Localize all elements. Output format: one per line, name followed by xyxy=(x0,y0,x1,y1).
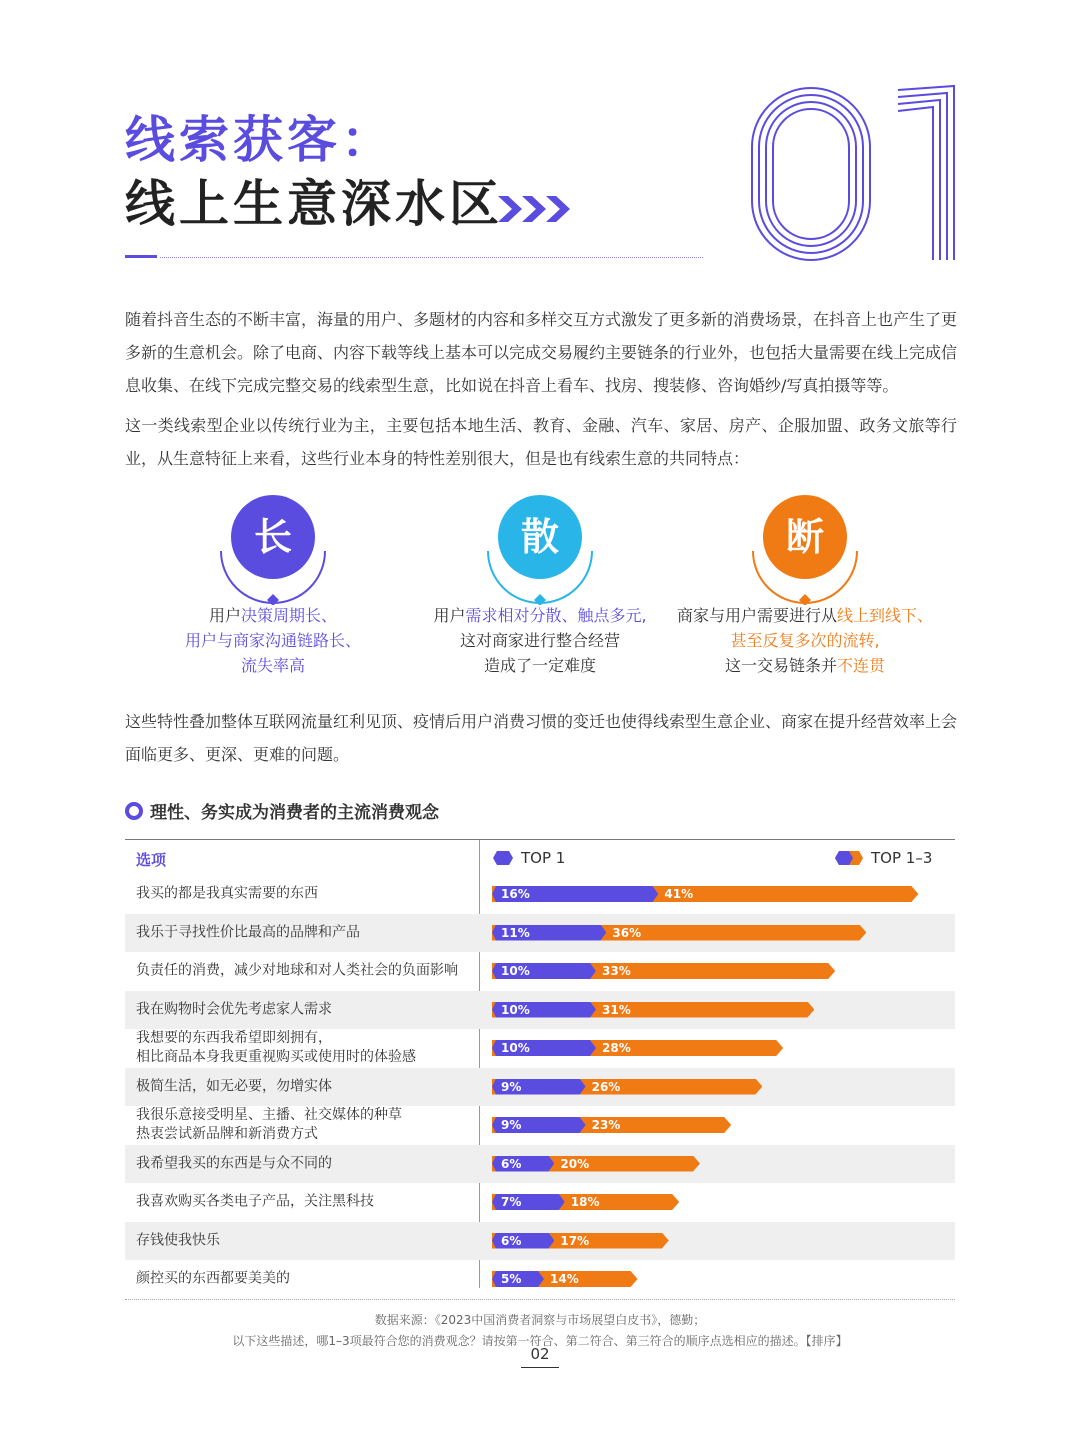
bar-label-top13: 17% xyxy=(560,1233,590,1248)
bar-label-top1: 6% xyxy=(501,1156,522,1171)
feature-circle: 散 xyxy=(498,495,582,579)
legend-swatch-top13 xyxy=(835,851,863,865)
feature-text: 这一交易链条并 xyxy=(724,656,837,675)
section-number-01-graphic xyxy=(748,80,963,265)
bar-label-top13: 36% xyxy=(612,925,642,940)
title-rule xyxy=(125,255,157,258)
bar-label-top13: 23% xyxy=(591,1118,621,1132)
chart-row xyxy=(125,1145,955,1184)
feature-broken xyxy=(665,495,945,678)
chart-row xyxy=(125,952,955,991)
row-label: 我希望我买的东西是与众不同的 xyxy=(136,1155,332,1172)
bar-label-top1: 9% xyxy=(501,1118,522,1132)
chart-row xyxy=(125,914,955,953)
chart-header xyxy=(125,839,955,875)
bar-label-top1: 7% xyxy=(501,1195,522,1209)
row-label: 我在购物时会优先考虑家人需求 xyxy=(136,1001,332,1018)
feature-text: 造成了一定难度 xyxy=(483,656,596,675)
bar-label-top13: 31% xyxy=(602,1002,631,1017)
legend-label-top13: TOP 1–3 xyxy=(871,849,933,867)
bar-label-top1: 10% xyxy=(501,1002,530,1017)
row-label: 我乐于寻找性价比最高的品牌和产品 xyxy=(136,924,360,941)
row-label: 我想要的东西我希望即刻拥有， 相比商品本身我更重视购买或使用时的体验感 xyxy=(136,1030,416,1066)
feature-long xyxy=(133,495,413,678)
chart-row xyxy=(125,1183,955,1222)
feature-highlight: 线上到线下、 xyxy=(837,606,934,625)
legend-label-top1: TOP 1 xyxy=(521,849,566,867)
bar-label-top13: 28% xyxy=(602,1041,631,1055)
bar-label-top13: 41% xyxy=(664,887,694,901)
legend-swatch-top1 xyxy=(493,851,513,865)
feature-highlight: 决策周期长、 xyxy=(241,606,338,625)
row-label: 颜控买的东西都要美美的 xyxy=(136,1270,290,1287)
bar-label-top1: 16% xyxy=(501,887,530,901)
row-label: 我喜欢购买各类电子产品，关注黑科技 xyxy=(136,1193,374,1210)
feature-highlight: 甚至反复多次的流转, xyxy=(730,631,880,650)
chart-row xyxy=(125,1029,955,1068)
page-number: 02 xyxy=(521,1345,559,1368)
intro-paragraph-1: 随着抖音生态的不断丰富，海量的用户、多题材的内容和多样交互方式激发了更多新的消费场景，在抖音上也产生了更多新的生意机会。除了电商、内容下载等线上基本可以完成交易履约主要链条的行业外，也包括大量需要在线上完成信息收集、在线下完成完整交易的线索型生意，比如说在抖音上看车、找房、搜装修、咨询婚纱/写真拍摄等等。 xyxy=(125,310,958,395)
chart-title: 理性、务实成为消费者的主流消费观念 xyxy=(150,803,439,823)
column-header-options: 选项 xyxy=(136,851,167,869)
feature-text: 用户 xyxy=(208,606,241,625)
feature-scattered xyxy=(400,495,680,678)
row-label: 存钱使我快乐 xyxy=(136,1232,220,1249)
feature-highlight: 用户与商家沟通链路长、 xyxy=(184,631,361,650)
row-label: 负责任的消费，减少对地球和对人类社会的负面影响 xyxy=(136,962,458,979)
intro-paragraph-2: 这一类线索型企业以传统行业为主，主要包括本地生活、教育、金融、汽车、家居、房产、企服加盟、政务文旅等行业，从生意特征上来看，这些行业本身的特性差别很大，但是也有线索生意的共同特点： xyxy=(125,416,957,468)
title-line1: 线索获客： xyxy=(125,111,395,169)
bar-label-top1: 10% xyxy=(501,964,530,978)
row-label: 我买的都是我真实需要的东西 xyxy=(136,885,318,902)
chart-bottom-rule xyxy=(125,1299,955,1300)
feature-highlight: 不连贯 xyxy=(837,656,886,675)
chart-row xyxy=(125,1106,955,1145)
bar-label-top1: 9% xyxy=(501,1079,522,1094)
feature-highlight: 流失率高 xyxy=(240,656,305,675)
title-dotted-rule xyxy=(160,257,703,258)
preference-chart xyxy=(125,839,955,1300)
bullet-ring-icon xyxy=(125,802,143,820)
feature-circle: 长 xyxy=(231,495,315,579)
chart-row xyxy=(125,1222,955,1261)
title-line2: 线上生意深水区 xyxy=(125,175,503,233)
bar-label-top13: 14% xyxy=(550,1272,579,1286)
chart-row xyxy=(125,1068,955,1107)
legend-top13 xyxy=(835,849,932,867)
bar-label-top13: 20% xyxy=(560,1156,590,1171)
chart-row xyxy=(125,1260,955,1299)
bar-label-top1: 6% xyxy=(501,1233,522,1248)
row-label: 我很乐意接受明星、主播、社交媒体的种草 热衷尝试新品牌和新消费方式 xyxy=(136,1107,402,1143)
source-line-1: 数据来源：《2023中国消费者洞察与市场展望白皮书》，德勤； xyxy=(374,1313,706,1327)
bar-label-top1: 10% xyxy=(501,1041,530,1055)
feature-text: 商家与用户需要进行从 xyxy=(676,606,837,625)
outro-paragraph: 这些特性叠加整体互联网流量红利见顶、疫情后用户消费习惯的变迁也使得线索型生意企业、商家在提升经营效率上会面临更多、更深、更难的问题。 xyxy=(125,712,958,764)
legend-top1 xyxy=(493,849,565,867)
feature-text: 这对商家进行整合经营 xyxy=(459,631,620,650)
source-line-2: 以下这些描述，哪1–3项最符合您的消费观念？请按第一符合、第二符合、第三符合的顺序点选相应的描述。【排序】 xyxy=(232,1334,848,1348)
bar-label-top13: 33% xyxy=(602,964,631,978)
bar-label-top13: 18% xyxy=(570,1195,600,1209)
chart-row xyxy=(125,875,955,914)
bar-label-top13: 26% xyxy=(591,1079,621,1094)
bar-label-top1: 5% xyxy=(501,1272,522,1286)
feature-text: 用户 xyxy=(433,606,466,625)
triple-chevron-icon xyxy=(498,194,572,224)
feature-highlight: 需求相对分散、触点多元, xyxy=(465,606,647,625)
feature-circle: 断 xyxy=(763,495,847,579)
chart-rows xyxy=(125,875,955,1299)
row-label: 极简生活，如无必要，勿增实体 xyxy=(136,1078,332,1095)
bar-label-top1: 11% xyxy=(501,925,530,940)
chart-row xyxy=(125,991,955,1030)
